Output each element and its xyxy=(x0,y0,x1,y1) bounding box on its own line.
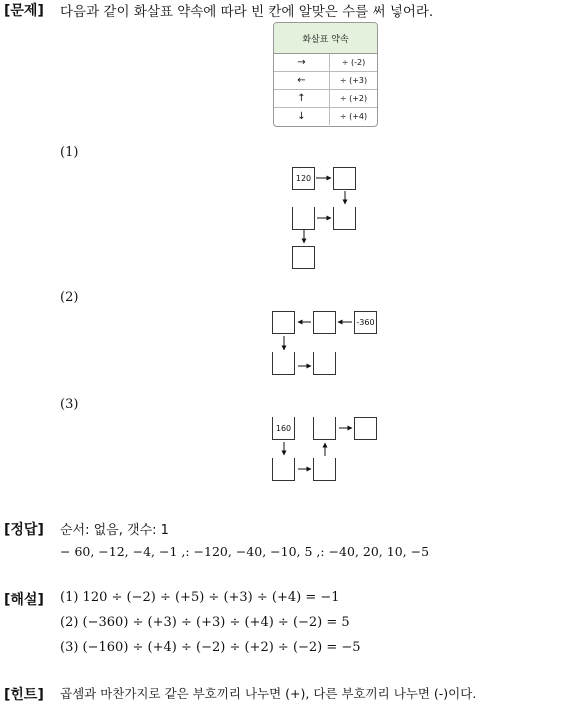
answer-blank-box[interactable] xyxy=(333,167,356,190)
answer-blank-box[interactable] xyxy=(272,311,295,334)
answer-blank-box[interactable] xyxy=(313,352,336,375)
legend-operation: ÷ (+3) xyxy=(339,76,368,85)
start-value-box: 120 xyxy=(292,167,315,190)
answer-blank-box[interactable] xyxy=(333,207,356,230)
explanation-line: (1) 120 ÷ (−2) ÷ (+5) ÷ (+3) ÷ (+4) = −1 xyxy=(60,590,340,605)
answer-blank-box[interactable] xyxy=(354,417,377,440)
left-arrow-icon: ← xyxy=(274,72,330,89)
answer-blank-box[interactable] xyxy=(272,352,295,375)
answer-blank-box[interactable] xyxy=(272,458,295,481)
problem-label: [문제] xyxy=(4,3,44,19)
legend-title: 화살표 약속 xyxy=(274,23,377,54)
part-1-label: (1) xyxy=(60,145,79,160)
answer-values: − 60, −12, −4, −1 ,: −120, −40, −10, 5 ,: −40, 20, 10, −5 xyxy=(60,544,430,559)
answer-blank-box[interactable] xyxy=(313,311,336,334)
explanation-label: [해설] xyxy=(4,592,44,608)
explanation-line: (2) (−360) ÷ (+3) ÷ (+3) ÷ (+4) ÷ (−2) = 5 xyxy=(60,615,350,630)
part-3-label: (3) xyxy=(60,397,79,412)
problem-text: 다음과 같이 화살표 약속에 따라 빈 칸에 알맞은 수를 써 넣어라. xyxy=(60,4,434,20)
hint-text: 곱셈과 마찬가지로 같은 부호끼리 나누면 (+), 다른 부호끼리 나누면 (-)이다. xyxy=(60,686,477,701)
up-arrow-icon: ↑ xyxy=(274,90,330,107)
legend-operation: ÷ (-2) xyxy=(341,58,366,67)
start-value-box: -360 xyxy=(354,311,377,334)
answer-label: [정답] xyxy=(4,522,44,538)
hint-label: [힌트] xyxy=(4,687,44,703)
answer-meta: 순서: 없음, 갯수: 1 xyxy=(60,523,169,538)
legend-operation: ÷ (+2) xyxy=(339,94,368,103)
explanation-line: (3) (−160) ÷ (+4) ÷ (−2) ÷ (+2) ÷ (−2) = −5 xyxy=(60,640,361,655)
answer-blank-box[interactable] xyxy=(313,417,336,440)
answer-blank-box[interactable] xyxy=(292,207,315,230)
right-arrow-icon: → xyxy=(274,54,330,71)
answer-blank-box[interactable] xyxy=(313,458,336,481)
part-2-label: (2) xyxy=(60,290,79,305)
down-arrow-icon: ↓ xyxy=(274,108,330,125)
legend-operation: ÷ (+4) xyxy=(339,112,368,121)
start-value-box: 160 xyxy=(272,417,295,440)
answer-blank-box[interactable] xyxy=(292,246,315,269)
